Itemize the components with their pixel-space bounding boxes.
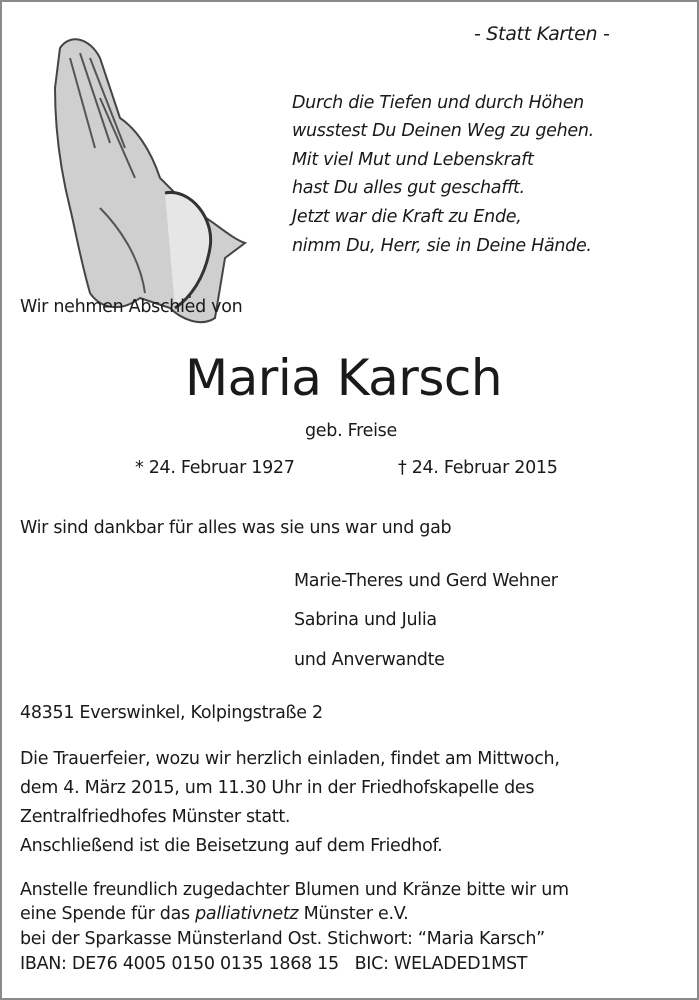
poem-line: wusstest Du Deinen Weg zu gehen. (292, 121, 594, 141)
donation-line: Anstelle freundlich zugedachter Blumen und Kränze bitte wir um (20, 880, 569, 900)
address: 48351 Everswinkel, Kolpingstraße 2 (20, 703, 323, 723)
mourner: und Anverwandte (294, 650, 445, 670)
mourner: Marie-Theres und Gerd Wehner (294, 571, 558, 591)
mourner: Sabrina und Julia (294, 610, 437, 630)
palliativnetz-name: palliativnetz (195, 904, 299, 924)
poem-line: Jetzt war die Kraft zu Ende, (292, 207, 522, 227)
maiden-name: geb. Freise (305, 421, 397, 441)
donation-text: eine Spende für das (20, 904, 196, 924)
donation-text: Münster e.V. (298, 904, 409, 924)
intro-text: Wir nehmen Abschied von (20, 297, 243, 317)
poem-line: hast Du alles gut geschafft. (292, 178, 525, 198)
donation-line: bei der Sparkasse Münsterland Ost. Stichwort: “Maria Karsch” (20, 929, 545, 949)
poem-line: nimm Du, Herr, sie in Deine Hände. (292, 236, 592, 256)
gratitude-text: Wir sind dankbar für alles was sie uns war und gab (20, 518, 452, 538)
header-statt-karten: - Statt Karten - (474, 23, 610, 45)
ceremony-line: Anschließend ist die Beisetzung auf dem Friedhof. (20, 836, 443, 856)
birth-date: * 24. Februar 1927 (135, 458, 295, 478)
poem-line: Durch die Tiefen und durch Höhen (292, 93, 584, 113)
ceremony-line: Die Trauerfeier, wozu wir herzlich einladen, findet am Mittwoch, (20, 749, 560, 769)
death-date: † 24. Februar 2015 (398, 458, 558, 478)
bank-details: IBAN: DE76 4005 0150 0135 1868 15 BIC: WELADED1MST (20, 954, 528, 974)
ceremony-line: Zentralfriedhofes Münster statt. (20, 807, 291, 827)
donation-line (20, 904, 408, 924)
deceased-name: Maria Karsch (185, 349, 503, 407)
ceremony-line: dem 4. März 2015, um 11.30 Uhr in der Friedhofskapelle des (20, 778, 535, 798)
poem-line: Mit viel Mut und Lebenskraft (292, 150, 534, 170)
